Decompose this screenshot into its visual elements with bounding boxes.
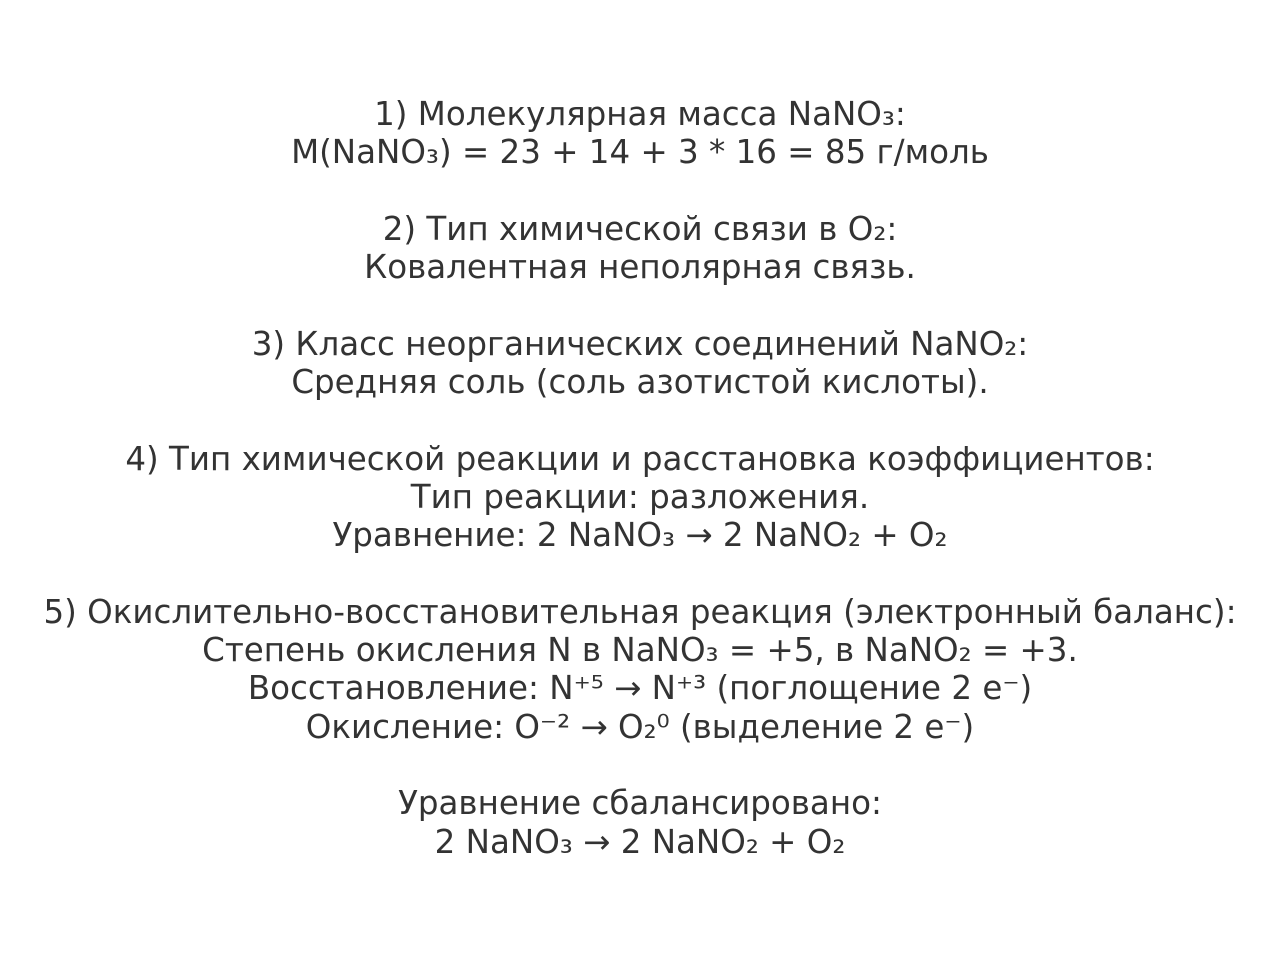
section-equation: 2 NaNO₃ → 2 NaNO₂ + O₂ xyxy=(434,822,846,861)
document-body xyxy=(0,95,1280,861)
section-heading: 4) Тип химической реакции и расстановка коэффициентов: xyxy=(125,439,1155,478)
section-heading: 1) Молекулярная масса NaNO₃: xyxy=(374,95,906,133)
section-heading: 5) Окислительно-восстановительная реакция (электронный баланс): xyxy=(43,592,1237,631)
section-bond-type xyxy=(0,210,1280,287)
section-text: Средняя соль (соль азотистой кислоты). xyxy=(291,363,989,402)
section-heading: Уравнение сбалансировано: xyxy=(398,784,882,823)
section-molar-mass xyxy=(0,95,1280,172)
section-text: Степень окисления N в NaNO₃ = +5, в NaNO₂ = +3. xyxy=(202,631,1078,670)
section-compound-class xyxy=(0,325,1280,402)
section-text: Восстановление: N⁺⁵ → N⁺³ (поглощение 2 e⁻) xyxy=(247,669,1033,708)
section-balanced-equation xyxy=(0,784,1280,861)
section-text: Тип реакции: разложения. xyxy=(410,477,870,516)
section-reaction-type xyxy=(0,440,1280,555)
section-heading: 3) Класс неорганических соединений NaNO₂: xyxy=(251,324,1029,363)
section-equation: Уравнение: 2 NaNO₃ → 2 NaNO₂ + O₂ xyxy=(332,516,948,555)
section-text: Ковалентная неполярная связь. xyxy=(364,248,916,287)
section-text: Окисление: O⁻² → O₂⁰ (выделение 2 e⁻) xyxy=(305,707,975,746)
section-text: M(NaNO₃) = 23 + 14 + 3 * 16 = 85 г/моль xyxy=(291,133,989,172)
section-heading: 2) Тип химической связи в O₂: xyxy=(382,209,898,248)
section-redox-balance xyxy=(0,593,1280,746)
